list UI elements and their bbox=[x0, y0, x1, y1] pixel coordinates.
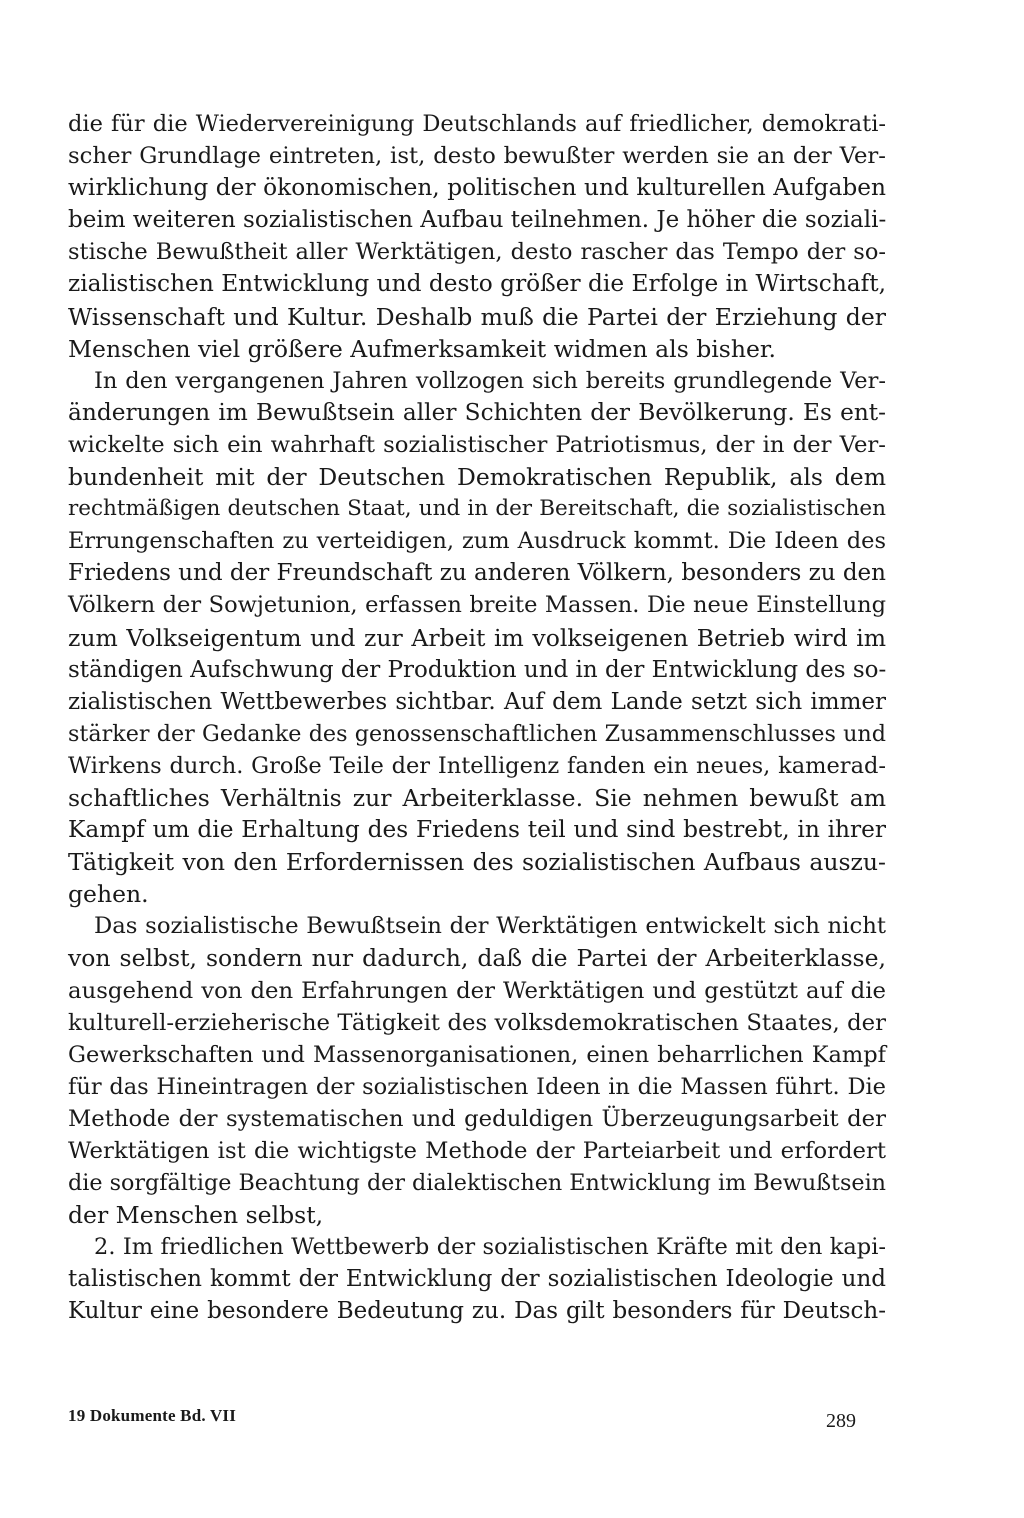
text-line: Tätigkeit von den Erfordernissen des sozialistischen Aufbaus auszu- bbox=[68, 848, 886, 877]
text-line: Menschen viel größere Aufmerksamkeit widmen als bisher. bbox=[68, 334, 777, 363]
text-line: wirklichung der ökonomischen, politischen und kulturellen Aufgaben bbox=[68, 174, 886, 202]
text-line: beim weiteren sozialistischen Aufbau teilnehmen. Je höher die soziali- bbox=[68, 207, 887, 234]
text-line: gehen. bbox=[68, 880, 149, 909]
text-line: die für die Wiedervereinigung Deutschlands auf friedlicher, demokrati- bbox=[68, 111, 886, 137]
text-line: Methode der systematischen und geduldigen Überzeugungsarbeit der bbox=[68, 1105, 886, 1132]
text-line: Friedens und der Freundschaft zu anderen Völkern, besonders zu den bbox=[68, 560, 886, 587]
text-line: zialistischen Entwicklung und desto größer die Erfolge in Wirtschaft, bbox=[68, 270, 886, 298]
text-line: stärker der Gedanke des genossenschaftlichen Zusammenschlusses und bbox=[68, 720, 886, 747]
text-line: zum Volkseigentum und zur Arbeit im volkseigenen Betrieb wird im bbox=[68, 623, 886, 652]
text-line: ständigen Aufschwung der Produktion und in der Entwicklung des so- bbox=[68, 656, 887, 683]
text-line: kulturell-erzieherische Tätigkeit des volksdemokratischen Staates, der bbox=[68, 1009, 886, 1036]
text-line: der Menschen selbst, bbox=[68, 1201, 324, 1230]
text-line: scher Grundlage eintreten, ist, desto bewußter werden sie an der Ver- bbox=[68, 143, 886, 170]
text-line: Werktätigen ist die wichtigste Methode der Parteiarbeit und erfordert bbox=[68, 1138, 886, 1164]
text-line: Kampf um die Erhaltung des Friedens teil und sind bestrebt, in ihrer bbox=[68, 816, 886, 844]
text-line: Errungenschaften zu verteidigen, zum Ausdruck kommt. Die Ideen des bbox=[68, 528, 886, 555]
text-line: talistischen kommt der Entwicklung der sozialistischen Ideologie und bbox=[68, 1266, 886, 1293]
body-text bbox=[68, 108, 886, 1328]
text-line: Völkern der Sowjetunion, erfassen breite Massen. Die neue Einstellung bbox=[68, 592, 886, 619]
text-line: bundenheit mit der Deutschen Demokratischen Republik, als dem bbox=[68, 463, 886, 492]
text-line: Das sozialistische Bewußtsein der Werktätigen entwickelt sich nicht bbox=[94, 913, 886, 940]
text-line: von selbst, sondern nur dadurch, daß die Partei der Arbeiterklasse, bbox=[68, 944, 886, 973]
text-line: schaftliches Verhältnis zur Arbeiterklasse. Sie nehmen bewußt am bbox=[68, 783, 886, 812]
text-line: zialistischen Wettbewerbes sichtbar. Auf dem Lande setzt sich immer bbox=[68, 688, 886, 715]
text-line: Gewerkschaften und Massenorganisationen, einen beharrlichen Kampf bbox=[68, 1041, 886, 1068]
text-line: In den vergangenen Jahren vollzogen sich bereits grundlegende Ver- bbox=[94, 367, 886, 394]
page-footer bbox=[68, 1406, 886, 1436]
text-line: die sorgfältige Beachtung der dialektischen Entwicklung im Bewußtsein bbox=[68, 1170, 887, 1197]
text-line: Kultur eine besondere Bedeutung zu. Das gilt besonders für Deutsch- bbox=[68, 1298, 886, 1325]
page-number: 289 bbox=[826, 1410, 856, 1432]
text-line: für das Hineintragen der sozialistischen Ideen in die Massen führt. Die bbox=[68, 1073, 886, 1100]
text-line: rechtmäßigen deutschen Staat, und in der Bereitschaft, die sozialistischen bbox=[68, 496, 886, 522]
text-line: stische Bewußtheit aller Werktätigen, desto rascher das Tempo der so- bbox=[68, 239, 886, 266]
text-line: Wirkens durch. Große Teile der Intelligenz fanden ein neues, kamerad- bbox=[68, 752, 886, 779]
text-line: ausgehend von den Erfahrungen der Werktätigen und gestützt auf die bbox=[68, 977, 886, 1004]
text-line: 2. Im friedlichen Wettbewerb der sozialistischen Kräfte mit den kapi- bbox=[94, 1234, 886, 1261]
text-line: wickelte sich ein wahrhaft sozialistischer Patriotismus, der in der Ver- bbox=[68, 431, 886, 458]
printer-signature: 19 Dokumente Bd. VII bbox=[68, 1406, 237, 1425]
text-line: änderungen im Bewußtsein aller Schichten der Bevölkerung. Es ent- bbox=[68, 398, 886, 426]
text-line: Wissenschaft und Kultur. Deshalb muß die Partei der Erziehung der bbox=[68, 302, 886, 331]
